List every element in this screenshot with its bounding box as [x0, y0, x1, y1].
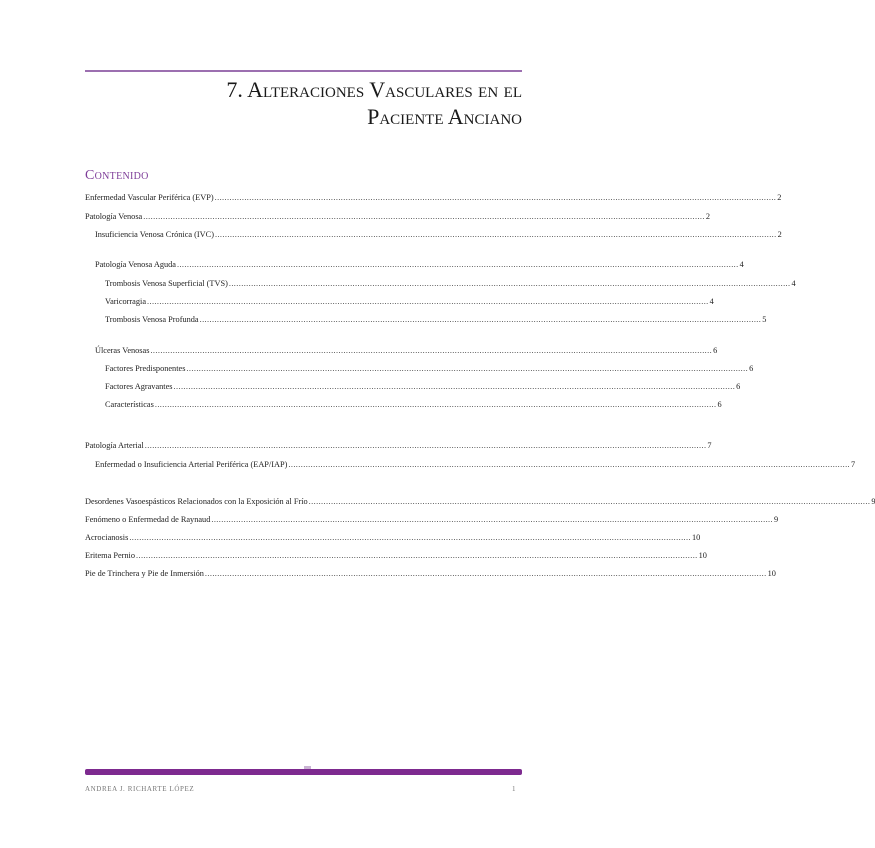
- chapter-title: [85, 76, 522, 130]
- toc-entry[interactable]: Úlceras Venosas ................................................................................................................................................................................................................................... 6: [95, 346, 718, 355]
- toc-entry[interactable]: Patología Venosa Aguda ................................................................................................................................................................................................................................... 4: [95, 260, 744, 269]
- toc-entry-page: 10: [698, 551, 707, 560]
- toc-entry-label: Enfermedad o Insuficiencia Arterial Periférica (EAP/IAP): [95, 460, 288, 469]
- toc-entry-page: 4: [739, 260, 744, 269]
- toc-entry[interactable]: Desordenes Vasoespásticos Relacionados con la Exposición al Frío ................................................................................................................................................................................................................................... 9: [85, 497, 875, 506]
- toc-entry-page: 6: [749, 364, 754, 373]
- toc-entry-label: Factores Agravantes: [105, 382, 173, 391]
- toc-entry-label: Varicorragia: [105, 297, 146, 306]
- toc-entry-label: Pie de Trinchera y Pie de Inmersión: [85, 569, 204, 578]
- toc-entry[interactable]: Características ................................................................................................................................................................................................................................... 6: [105, 400, 722, 409]
- toc-entry[interactable]: Acrocianosis ................................................................................................................................................................................................................................... 10: [85, 533, 701, 542]
- footer-bar: [85, 769, 522, 775]
- toc-entry[interactable]: Fenómeno o Enfermedad de Raynaud ................................................................................................................................................................................................................................... 9: [85, 515, 779, 524]
- toc-entry-page: 6: [717, 400, 722, 409]
- toc-entry[interactable]: Patología Arterial ................................................................................................................................................................................................................................... 7: [85, 441, 712, 450]
- toc-entry[interactable]: Factores Predisponentes ................................................................................................................................................................................................................................... 6: [105, 364, 754, 373]
- toc-entry-label: Trombosis Venosa Profunda: [105, 315, 199, 324]
- toc-entry[interactable]: Patología Venosa ................................................................................................................................................................................................................................... 2: [85, 212, 711, 221]
- toc-entry-page: 4: [791, 279, 796, 288]
- toc-entry[interactable]: Eritema Pernio ................................................................................................................................................................................................................................... 10: [85, 551, 707, 560]
- toc-entry-page: 2: [705, 212, 711, 221]
- toc-entry-page: 5: [762, 315, 767, 324]
- toc-entry[interactable]: Factores Agravantes ................................................................................................................................................................................................................................... 6: [105, 382, 741, 391]
- title-top-rule: [85, 70, 522, 72]
- toc-entry[interactable]: Insuficiencia Venosa Crónica (IVC) ................................................................................................................................................................................................................................... 2: [95, 230, 782, 239]
- toc-entry[interactable]: Varicorragia ................................................................................................................................................................................................................................... 4: [105, 297, 714, 306]
- footer-page-number: 1: [512, 785, 516, 793]
- toc-entry[interactable]: Enfermedad Vascular Periférica (EVP) ................................................................................................................................................................................................................................... 2: [85, 193, 782, 202]
- toc-entry-page: 9: [774, 515, 779, 524]
- chapter-title-line-1: 7. Alteraciones Vasculares en el: [226, 77, 522, 102]
- toc-entry[interactable]: Trombosis Venosa Profunda ................................................................................................................................................................................................................................... 5: [105, 315, 767, 324]
- toc-entry-page: 7: [851, 460, 856, 469]
- toc-entry-label: Insuficiencia Venosa Crónica (IVC): [95, 230, 214, 239]
- toc-entry-page: 6: [736, 382, 741, 391]
- toc-entry-label: Fenómeno o Enfermedad de Raynaud: [85, 515, 211, 524]
- toc-entry-page: 2: [777, 193, 782, 202]
- toc-entry-label: Trombosis Venosa Superficial (TVS): [105, 279, 228, 288]
- toc-entry-label: Acrocianosis: [85, 533, 129, 542]
- toc-entry-label: Enfermedad Vascular Periférica (EVP): [85, 193, 214, 202]
- toc-entry-label: Características: [105, 400, 154, 409]
- toc-entry-page: 4: [709, 297, 714, 306]
- toc-entry-page: 6: [713, 346, 718, 355]
- toc-entry-label: Factores Predisponentes: [105, 364, 186, 373]
- toc-entry-label: Patología Arterial: [85, 441, 144, 450]
- toc-entry-page: 2: [777, 230, 782, 239]
- toc-entry[interactable]: Pie de Trinchera y Pie de Inmersión ................................................................................................................................................................................................................................... 10: [85, 569, 776, 578]
- toc-entry-label: Úlceras Venosas: [95, 346, 150, 355]
- toc-entry-page: 10: [767, 569, 776, 578]
- toc-entry[interactable]: Trombosis Venosa Superficial (TVS) ................................................................................................................................................................................................................................... 4: [105, 279, 796, 288]
- toc-entry-label: Eritema Pernio: [85, 551, 135, 560]
- toc-entry-page: 7: [707, 441, 712, 450]
- toc-entry-page: 9: [871, 497, 875, 506]
- toc-heading: Contenido: [85, 168, 149, 183]
- toc-entry-label: Patología Venosa Aguda: [95, 260, 176, 269]
- toc-entry-label: Desordenes Vasoespásticos Relacionados con la Exposición al Frío: [85, 497, 308, 506]
- toc-entry-page: 10: [691, 533, 701, 542]
- footer-author: ANDREA J. RICHARTE LÓPEZ: [85, 785, 195, 793]
- chapter-title-line-2: Paciente Anciano: [367, 104, 522, 129]
- toc-entry-label: Patología Venosa: [85, 212, 143, 221]
- toc-entry[interactable]: Enfermedad o Insuficiencia Arterial Periférica (EAP/IAP) ................................................................................................................................................................................................................................... 7: [95, 460, 856, 469]
